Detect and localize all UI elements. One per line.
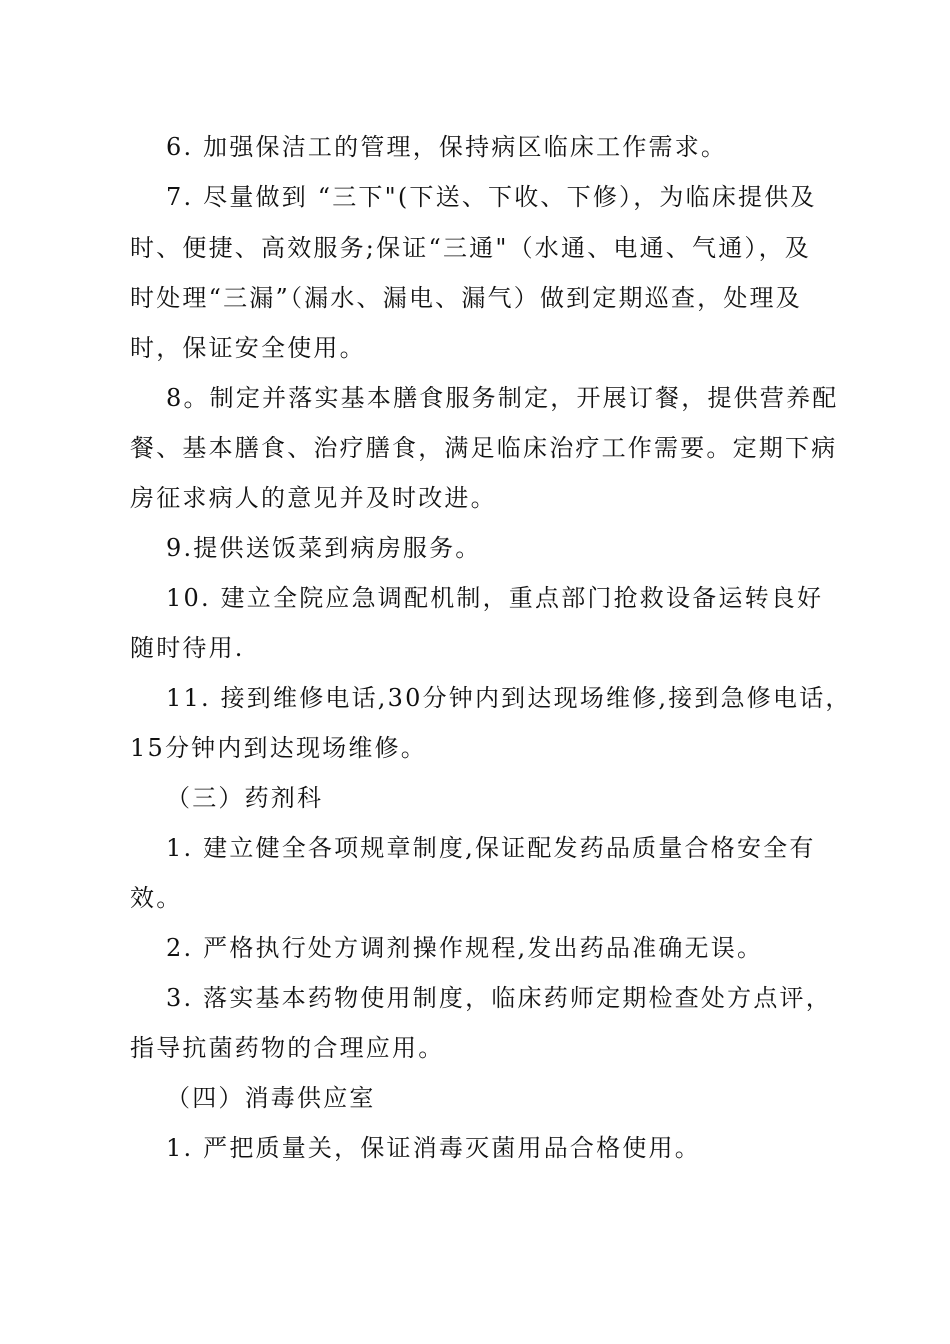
paragraph-line: 9.提供送饭菜到病房服务。 <box>166 534 482 562</box>
paragraph-line: 时，保证安全使用。 <box>130 334 366 362</box>
paragraph-line: 11. 接到维修电话,30分钟内到达现场维修,接到急修电话， <box>166 684 852 712</box>
paragraph-line: 时处理“三漏”（漏水、漏电、漏气）做到定期巡查，处理及 <box>130 284 802 312</box>
paragraph-line: 2. 严格执行处方调剂操作规程,发出药品准确无误。 <box>166 934 764 962</box>
paragraph-line: 指导抗菌药物的合理应用。 <box>130 1034 445 1062</box>
paragraph-line: 6. 加强保洁工的管理，保持病区临床工作需求。 <box>166 133 728 161</box>
section-heading: （三）药剂科 <box>166 784 324 812</box>
paragraph-line: 随时待用. <box>130 634 245 662</box>
paragraph-line: 效。 <box>130 884 183 912</box>
paragraph-line: 3. 落实基本药物使用制度，临床药师定期检查处方点评， <box>166 984 832 1012</box>
paragraph-line: 餐、基本膳食、治疗膳食，满足临床治疗工作需要。定期下病 <box>130 434 838 462</box>
paragraph-line: 时、便捷、高效服务;保证“三通"（水通、电通、气通），及 <box>130 234 811 262</box>
paragraph-line: 1. 严把质量关，保证消毒灭菌用品合格使用。 <box>166 1134 701 1162</box>
paragraph-line: 7. 尽量做到 “三下"(下送、下收、下修），为临床提供及 <box>166 183 817 211</box>
paragraph-line: 15分钟内到达现场维修。 <box>130 734 427 762</box>
paragraph-line: 房征求病人的意见并及时改进。 <box>130 484 497 512</box>
section-heading: （四）消毒供应室 <box>166 1084 376 1112</box>
paragraph-line: 10. 建立全院应急调配机制，重点部门抢救设备运转良好 <box>166 584 824 612</box>
paragraph-line: 1. 建立健全各项规章制度,保证配发药品质量合格安全有 <box>166 834 816 862</box>
paragraph-line: 8。制定并落实基本膳食服务制定，开展订餐，提供营养配 <box>166 384 839 412</box>
